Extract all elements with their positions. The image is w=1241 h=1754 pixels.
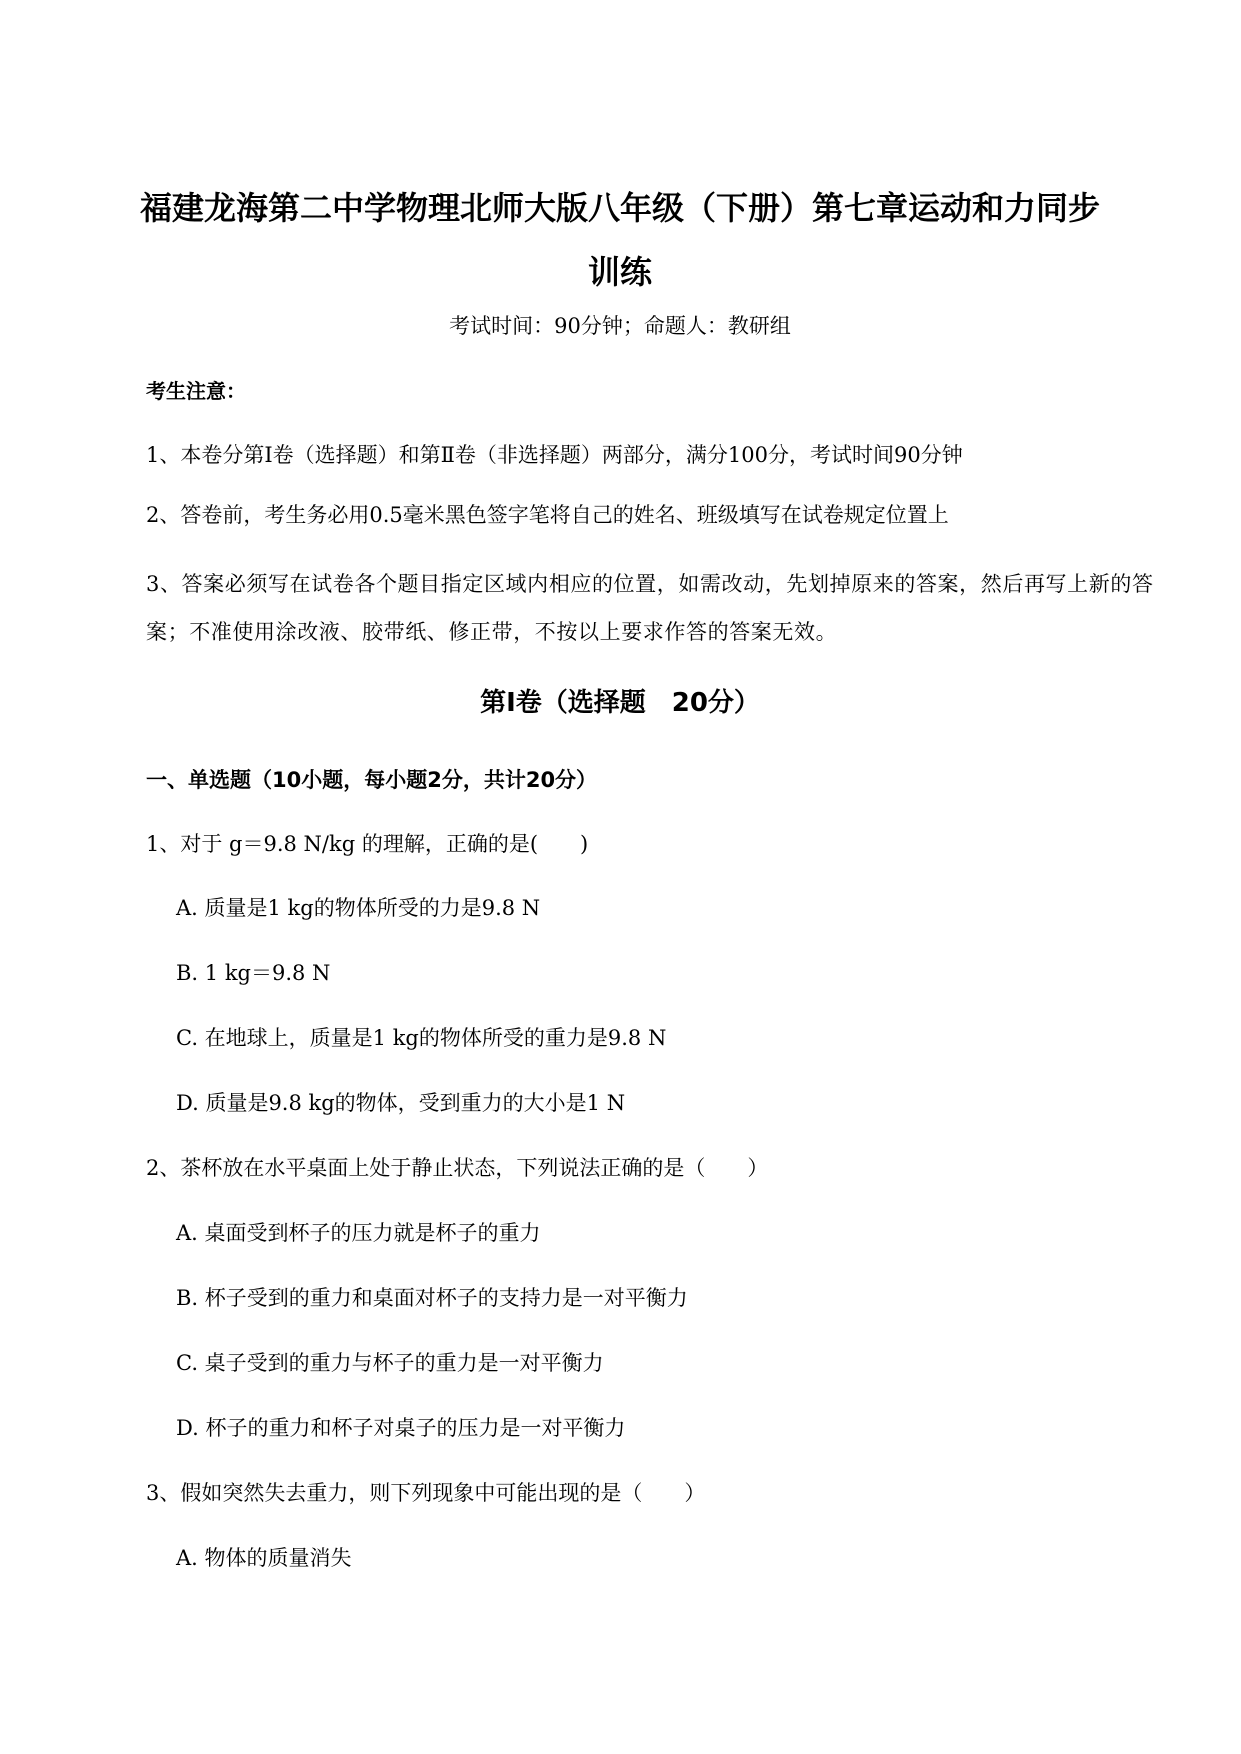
document-title-line-2: 训练 xyxy=(587,253,652,291)
notice-item-3: 3、答案必须写在试卷各个题目指定区域内相应的位置，如需改动，先划掉原来的答案，然后再写上新的答案；不准使用涂改液、胶带纸、修正带，不按以上要求作答的答案无效。 xyxy=(146,572,1154,644)
document-title-line-1: 福建龙海第二中学物理北师大版八年级（下册）第七章运动和力同步 xyxy=(139,189,1100,227)
section-title: 第Ⅰ卷（选择题 20分） xyxy=(480,688,760,718)
question-2-option-a: A. 桌面受到杯子的压力就是杯子的重力 xyxy=(176,1221,541,1245)
question-1-option-b: B. 1 kg＝9.8 N xyxy=(176,961,331,985)
question-2-option-d: D. 杯子的重力和杯子对桌子的压力是一对平衡力 xyxy=(176,1416,626,1440)
question-3-option-a: A. 物体的质量消失 xyxy=(176,1546,352,1570)
question-2-stem: 2、茶杯放在水平桌面上处于静止状态，下列说法正确的是（ ） xyxy=(146,1156,769,1180)
part-heading: 一、单选题（10小题，每小题2分，共计20分） xyxy=(146,768,598,792)
notice-item-1: 1、本卷分第Ⅰ卷（选择题）和第Ⅱ卷（非选择题）两部分，满分100分，考试时间90分钟 xyxy=(146,443,963,467)
question-2-option-b: B. 杯子受到的重力和桌面对杯子的支持力是一对平衡力 xyxy=(176,1286,688,1310)
notice-item-2: 2、答卷前，考生务必用0.5毫米黑色签字笔将自己的姓名、班级填写在试卷规定位置上 xyxy=(146,503,949,527)
notice-heading: 考生注意： xyxy=(146,379,246,403)
question-2-option-c: C. 桌子受到的重力与杯子的重力是一对平衡力 xyxy=(176,1351,604,1375)
question-1-option-a: A. 质量是1 kg的物体所受的力是9.8 N xyxy=(176,896,541,920)
exam-info: 考试时间：90分钟；命题人：教研组 xyxy=(449,314,791,338)
question-1-option-c: C. 在地球上，质量是1 kg的物体所受的重力是9.8 N xyxy=(176,1026,667,1050)
question-1-stem: 1、对于 g＝9.8 N/kg 的理解，正确的是( ) xyxy=(146,832,589,856)
question-1-option-d: D. 质量是9.8 kg的物体，受到重力的大小是1 N xyxy=(176,1091,626,1115)
question-3-stem: 3、假如突然失去重力，则下列现象中可能出现的是（ ） xyxy=(146,1481,706,1505)
